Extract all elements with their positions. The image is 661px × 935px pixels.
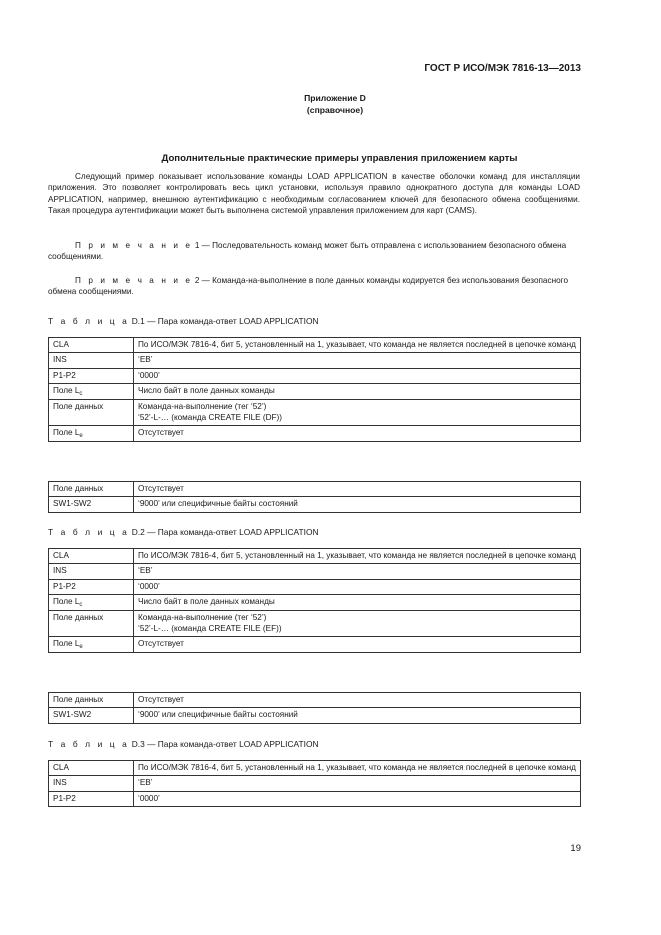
row-value-line-1: Команда-на-выполнение (тег ‘52’) (138, 612, 267, 622)
row-value: По ИСО/МЭК 7816-4, бит 5, установленный на 1, указывает, что команда не является последней в цепочке команд (134, 338, 581, 353)
note-2 (48, 275, 580, 298)
row-key: CLA (49, 549, 134, 564)
table-caption-text: — Пара команда-ответ LOAD APPLICATION (147, 527, 319, 537)
note-label: П р и м е ч а н и е (75, 241, 193, 250)
row-value: ‘9000’ или специфичные байты состояний (134, 497, 581, 512)
annex-heading (0, 92, 661, 116)
row-key (49, 426, 134, 441)
row-key: CLA (49, 761, 134, 776)
table-row (49, 497, 581, 512)
row-key: INS (49, 353, 134, 368)
table-caption-label: Т а б л и ц а (48, 739, 130, 749)
table-caption-d2 (48, 527, 319, 538)
row-key-subscript: e (79, 644, 83, 651)
table-row (49, 693, 581, 708)
table-caption-label: Т а б л и ц а (48, 316, 130, 326)
row-value: ‘0000’ (134, 791, 581, 806)
note-label: П р и м е ч а н и е (75, 276, 193, 285)
row-key-text: Поле L (53, 597, 80, 607)
row-value-line-2: ‘52’-L-… (команда CREATE FILE (DF)) (138, 413, 283, 423)
note-1 (48, 240, 580, 263)
row-value: По ИСО/МЭК 7816-4, бит 5, установленный на 1, указывает, что команда не является последней в цепочке команд (134, 761, 581, 776)
row-key-text: Поле L (53, 386, 80, 396)
annex-title: Приложение D (304, 93, 366, 103)
table-caption-d1 (48, 316, 319, 327)
row-key: P1-P2 (49, 368, 134, 383)
row-value: Число байт в поле данных команды (134, 595, 581, 610)
table-d1-command (48, 337, 581, 442)
row-value: ‘9000’ или специфичные байты состояний (134, 708, 581, 723)
table-caption-number: D.2 (131, 527, 145, 537)
table-caption-number: D.3 (131, 739, 145, 749)
table-row (49, 549, 581, 564)
table-caption-text: — Пара команда-ответ LOAD APPLICATION (147, 739, 319, 749)
table-d1-response (48, 481, 581, 513)
intro-paragraph: Следующий пример показывает использование команды LOAD APPLICATION в качестве оболочки команд для инсталляции приложения. Это позволяет контролировать весь цикл установки, используя правило однократного доступа для команды LOAD APPLICATION, например, внешнюю аутентификацию с необходимым согласованием ключей для безопасного обмена сообщениями. Такая процедура аутентификации может быть выполнена системой управления приложением для карт (CAMS). (48, 172, 580, 216)
row-key: Поле данных (49, 610, 134, 637)
row-key: SW1-SW2 (49, 497, 134, 512)
row-value: ‘0000’ (134, 579, 581, 594)
table-row (49, 399, 581, 426)
row-value: Отсутствует (134, 426, 581, 441)
table-row (49, 368, 581, 383)
row-value: По ИСО/МЭК 7816-4, бит 5, установленный на 1, указывает, что команда не является последней в цепочке команд (134, 549, 581, 564)
row-key: P1-P2 (49, 791, 134, 806)
row-key-subscript: c (79, 602, 83, 609)
row-key: INS (49, 564, 134, 579)
note-text: — Последовательность команд может быть отправлена с использованием безопасного обмена сообщениями. (48, 241, 567, 262)
table-row (49, 708, 581, 723)
annex-subtitle: (справочное) (306, 105, 364, 115)
table-row (49, 579, 581, 594)
table-row (49, 595, 581, 610)
table-row (49, 353, 581, 368)
row-value (134, 399, 581, 426)
row-key-text: Поле L (53, 639, 80, 649)
table-row (49, 384, 581, 399)
table-row (49, 564, 581, 579)
row-key: Поле данных (49, 693, 134, 708)
row-value: ‘EB’ (134, 353, 581, 368)
row-key (49, 384, 134, 399)
row-key: SW1-SW2 (49, 708, 134, 723)
row-key: INS (49, 776, 134, 791)
note-number: 2 (194, 276, 200, 285)
table-d2-command (48, 548, 581, 653)
row-value-line-1: Команда-на-выполнение (тег ‘52’) (138, 401, 267, 411)
table-caption-text: — Пара команда-ответ LOAD APPLICATION (147, 316, 319, 326)
standard-header: ГОСТ Р ИСО/МЭК 7816-13—2013 (424, 63, 581, 74)
row-value: ‘EB’ (134, 776, 581, 791)
row-key (49, 637, 134, 652)
note-text: — Команда-на-выполнение в поле данных команды кодируется без использования безопасного обмена сообщениями. (48, 276, 569, 297)
row-value: ‘0000’ (134, 368, 581, 383)
section-title: Дополнительные практические примеры управления приложением карты (161, 153, 518, 164)
table-d3-command (48, 760, 581, 807)
table-d2-response (48, 692, 581, 724)
row-key: Поле данных (49, 399, 134, 426)
row-key: P1-P2 (49, 579, 134, 594)
page-number: 19 (570, 843, 581, 854)
table-row (49, 338, 581, 353)
table-caption-d3 (48, 739, 319, 750)
row-value: Отсутствует (134, 693, 581, 708)
table-row (49, 776, 581, 791)
row-value-line-2: ‘52’-L-… (команда CREATE FILE (EF)) (138, 624, 282, 634)
table-caption-number: D.1 (131, 316, 145, 326)
row-key-subscript: e (79, 433, 83, 440)
row-key: Поле данных (49, 482, 134, 497)
row-key: CLA (49, 338, 134, 353)
note-number: 1 (194, 241, 200, 250)
row-value: Отсутствует (134, 637, 581, 652)
row-key (49, 595, 134, 610)
row-key-text: Поле L (53, 428, 80, 438)
row-value: Отсутствует (134, 482, 581, 497)
table-row (49, 761, 581, 776)
table-row (49, 791, 581, 806)
table-row (49, 610, 581, 637)
table-row (49, 637, 581, 652)
table-row (49, 482, 581, 497)
table-caption-label: Т а б л и ц а (48, 527, 130, 537)
row-value (134, 610, 581, 637)
row-value: Число байт в поле данных команды (134, 384, 581, 399)
row-value: ‘EB’ (134, 564, 581, 579)
table-row (49, 426, 581, 441)
row-key-subscript: c (79, 391, 83, 398)
